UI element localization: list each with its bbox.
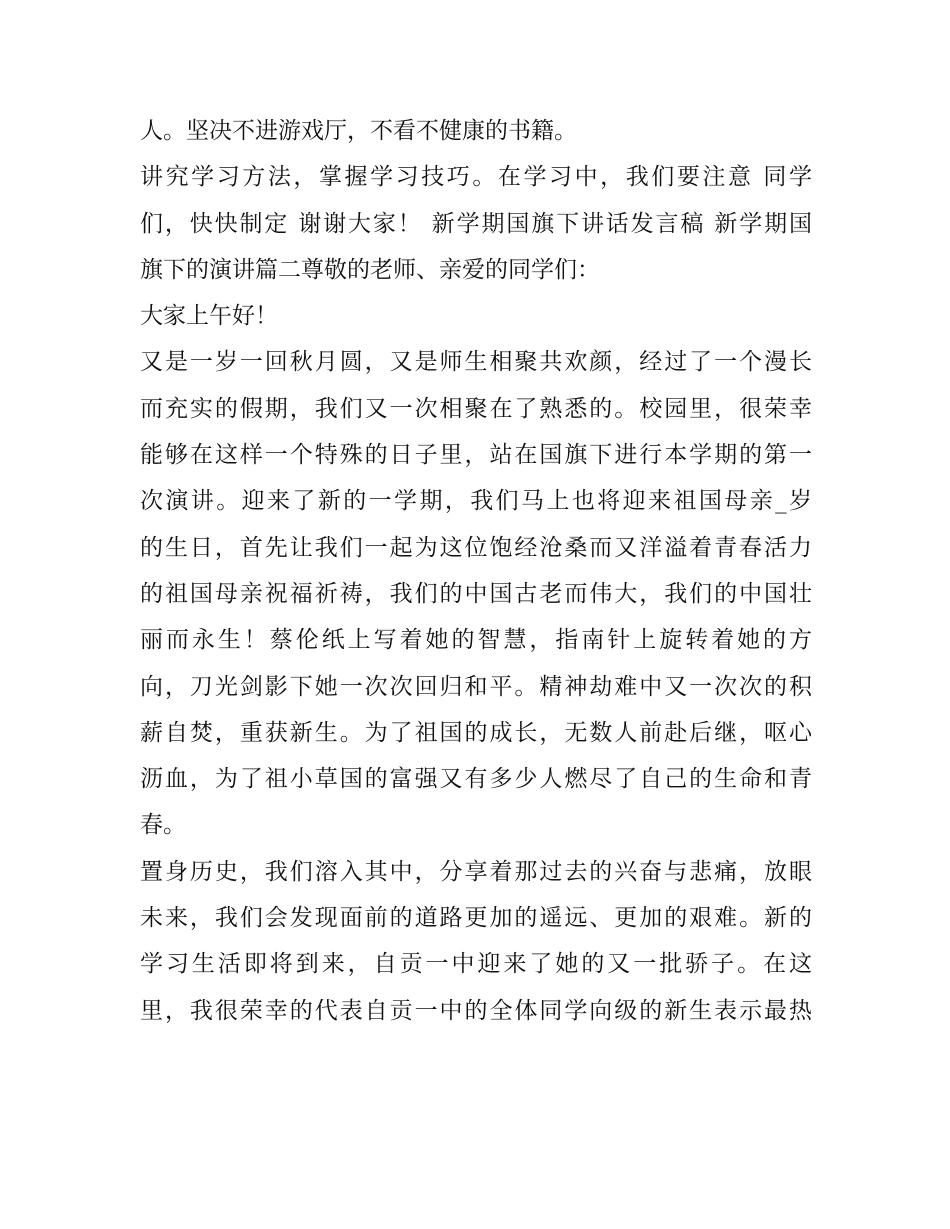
text-line-10: 的生日，首先让我们一起为这位饱经沧桑而又洋溢着青春活力 <box>140 534 812 561</box>
text-line-2: 讲究学习方法，掌握学习技巧。在学习中，我们要注意 同学 <box>140 164 812 191</box>
text-line-16: 春。 <box>140 812 186 839</box>
text-line-8: 能够在这样一个特殊的日子里，站在国旗下进行本学期的第一 <box>140 442 812 469</box>
text-line-15: 沥血，为了祖小草国的富强又有多少人燃尽了自己的生命和青 <box>140 766 812 793</box>
text-line-11: 的祖国母亲祝福祈祷，我们的中国古老而伟大，我们的中国壮 <box>140 580 812 607</box>
text-line-18: 未来，我们会发现面前的道路更加的遥远、更加的艰难。新的 <box>140 905 812 932</box>
text-line-17: 置身历史，我们溶入其中，分享着那过去的兴奋与悲痛，放眼 <box>140 858 812 885</box>
text-line-7: 而充实的假期，我们又一次相聚在了熟悉的。校园里，很荣幸 <box>140 395 812 422</box>
text-line-12: 丽而永生！蔡伦纸上写着她的智慧，指南针上旋转着她的方 <box>140 627 812 654</box>
text-line-3: 们，快快制定 谢谢大家！ 新学期国旗下讲话发言稿 新学期国 <box>140 210 812 237</box>
text-line-5: 大家上午好！ <box>140 303 278 330</box>
text-line-1: 人。坚决不进游戏厅，不看不健康的书籍。 <box>140 118 577 144</box>
text-line-19: 学习生活即将到来，自贡一中迎来了她的又一批骄子。在这 <box>140 951 812 978</box>
text-line-9: 次演讲。迎来了新的一学期，我们马上也将迎来祖国母亲_岁 <box>140 488 812 515</box>
text-line-13: 向，刀光剑影下她一次次回归和平。精神劫难中又一次次的积 <box>140 673 812 700</box>
text-line-20: 里，我很荣幸的代表自贡一中的全体同学向级的新生表示最热 <box>140 997 812 1024</box>
document-body <box>140 108 812 1034</box>
text-line-6: 又是一岁一回秋月圆，又是师生相聚共欢颜，经过了一个漫长 <box>140 349 812 376</box>
text-line-14: 薪自焚，重获新生。为了祖国的成长，无数人前赴后继，呕心 <box>140 719 812 746</box>
text-line-4: 旗下的演讲篇二尊敬的老师、亲爱的同学们： <box>140 256 600 283</box>
